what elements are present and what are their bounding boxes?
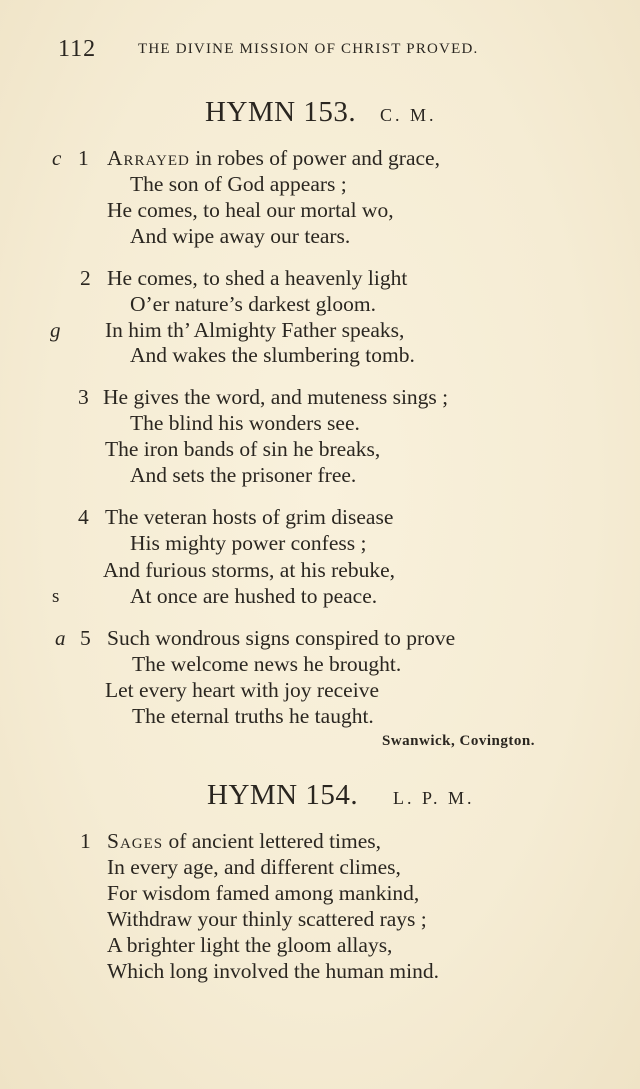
hymn-line: At once are hushed to peace. — [130, 584, 378, 608]
hymn-153-title: HYMN 153. — [205, 96, 357, 128]
verse-number: 3 — [78, 385, 89, 409]
hymn-line: Which long involved the human mind. — [107, 959, 440, 983]
dynamic-mark: a — [55, 626, 66, 650]
first-word: Sages — [107, 829, 164, 853]
running-head — [58, 36, 578, 62]
hymn-line: And wakes the slumbering tomb. — [130, 343, 415, 367]
hymn-attribution: Swanwick, Covington. — [382, 733, 535, 749]
hymn-line: He comes, to shed a heavenly light — [107, 266, 408, 290]
hymn-line: In him th’ Almighty Father speaks, — [105, 318, 405, 342]
hymn-line — [107, 148, 440, 170]
hymn-line: And wipe away our tears. — [130, 224, 351, 248]
hymn-154-meter: L. P. M. — [393, 788, 475, 808]
verse-number: 4 — [78, 505, 89, 529]
verse-number: 5 — [80, 626, 91, 650]
hymn-154-title: HYMN 154. — [207, 779, 359, 811]
verse-number: 2 — [80, 266, 91, 290]
dynamic-mark: s — [52, 586, 60, 607]
line-text: in robes of power and grace, — [189, 146, 440, 170]
hymn-line: He gives the word, and muteness sings ; — [103, 385, 449, 409]
hymn-line: He comes, to heal our mortal wo, — [107, 198, 394, 222]
hymn-line — [107, 831, 381, 853]
hymn-line: Withdraw your thinly scattered rays ; — [107, 907, 427, 931]
hymn-line: And sets the prisoner free. — [130, 463, 357, 487]
hymn-line: For wisdom famed among mankind, — [107, 881, 420, 905]
hymn-line: Let every heart with joy receive — [105, 678, 379, 702]
dynamic-mark: c — [52, 146, 62, 170]
hymn-line: The eternal truths he taught. — [132, 704, 374, 728]
hymn-153-meter: C. M. — [380, 105, 437, 125]
line-text: of ancient lettered times, — [163, 829, 382, 853]
verse-number: 1 — [80, 829, 91, 853]
hymn-line: O’er nature’s darkest gloom. — [130, 292, 376, 316]
hymn-line: The veteran hosts of grim disease — [105, 505, 394, 529]
dynamic-mark: g — [50, 318, 61, 342]
first-word: Arrayed — [107, 146, 190, 170]
verse-number: 1 — [78, 146, 89, 170]
hymn-line: His mighty power confess ; — [130, 531, 367, 555]
hymn-line: A brighter light the gloom allays, — [107, 933, 393, 957]
hymn-line: In every age, and different climes, — [107, 855, 401, 879]
hymn-line: The welcome news he brought. — [132, 652, 402, 676]
hymn-line: The blind his wonders see. — [130, 411, 360, 435]
hymn-line: And furious storms, at his rebuke, — [103, 558, 396, 582]
page-number: 112 — [58, 36, 97, 62]
running-title: THE DIVINE MISSION OF CHRIST PROVED. — [138, 41, 479, 57]
hymn-line: Such wondrous signs conspired to prove — [107, 626, 456, 650]
hymn-line: The iron bands of sin he breaks, — [105, 437, 381, 461]
hymn-line: The son of God appears ; — [130, 172, 347, 196]
